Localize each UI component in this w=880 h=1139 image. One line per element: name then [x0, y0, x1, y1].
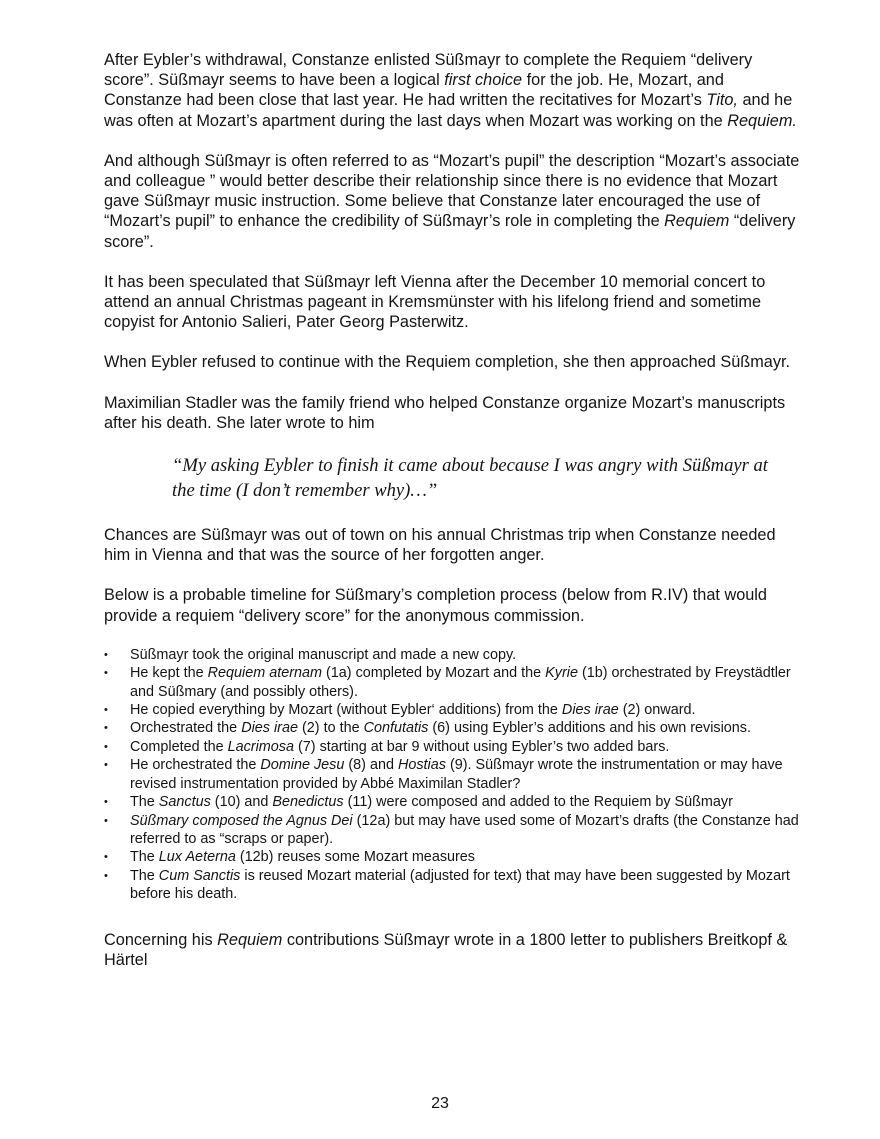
text-run: It has been speculated that Süßmayr left Vienna after the December 10 memorial concert to attend an annual Christmas pageant in Kremsmünster with his lifelong friend and sometime copyist for Antonio Salieri, Pater Georg Pasterwitz. [104, 272, 766, 332]
block-quote: “My asking Eybler to finish it came about because I was angry with Süßmayr at the time (I don’t remember why)…” [172, 455, 768, 502]
paragraph-p4 [104, 352, 804, 372]
italic-text: Benedictus [272, 794, 344, 811]
document-page [104, 50, 804, 990]
text-run: (7) starting at bar 9 without using Eybler’s two added bars. [293, 738, 670, 755]
paragraph-p2 [104, 151, 804, 252]
text-run: and he was often at Mozart’s apartment during the last days when Mozart was working on the [104, 91, 793, 130]
text-run: (2) onward. [618, 702, 696, 719]
text-run: When Eybler refused to continue with the Requiem completion, she then approached Süßmayr. [104, 353, 791, 372]
italic-text: Süßmary composed the Agnus Dei [130, 812, 353, 829]
italic-text: Kyrie [545, 665, 578, 682]
text-run: (9). Süßmayr wrote the instrumentation or may have revised instrumentation provided by Abbé Maximilan Stadler? [130, 757, 783, 792]
list-item [104, 664, 804, 701]
italic-text: Confutatis [363, 720, 429, 737]
text-run: (1a) completed by Mozart and the [322, 665, 546, 682]
italic-text: Dies irae [561, 702, 619, 719]
text-run: Below is a probable timeline for Süßmary’s completion process (below from R.IV) that would provide a requiem “delivery score” for the anonymous commission. [104, 586, 767, 625]
text-run: After Eybler’s withdrawal, Constanze enlisted Süßmayr to complete the Requiem “delivery score”. Süßmayr seems to have been a logical [104, 51, 753, 90]
text-run: He kept the [130, 665, 208, 682]
closing-paragraph [104, 930, 804, 970]
italic-text: Lux Aeterna [158, 849, 236, 866]
list-item [104, 701, 804, 719]
italic-text: Cum Sanctis [158, 867, 241, 884]
text-run: for the job. He, Mozart, and Constanze had been close that last year. He had written the recitatives for Mozart’s [104, 71, 724, 110]
italic-text: Requiem [217, 930, 283, 949]
italic-text: Domine Jesu [260, 757, 345, 774]
list-item [104, 719, 804, 737]
text-run: (12b) reuses some Mozart measures [235, 849, 476, 866]
after-quote-paragraphs [104, 525, 804, 626]
list-item [104, 848, 804, 866]
text-run: The [130, 849, 159, 866]
italic-text: Requiem aternam [207, 665, 322, 682]
list-item [104, 756, 804, 793]
text-run: (1b) orchestrated by Freystädtler and Süßmary (and possibly others). [130, 665, 791, 700]
text-run: “delivery score”. [104, 212, 796, 251]
italic-text: first choice [444, 71, 523, 90]
text-run: Orchestrated the [130, 720, 242, 737]
text-run: The [130, 794, 159, 811]
text-run: He orchestrated the [130, 757, 261, 774]
text-run: Chances are Süßmayr was out of town on his annual Christmas trip when Constanze needed him in Vienna and that was the source of her forgotten anger. [104, 526, 776, 565]
italic-text: Sanctus [158, 794, 211, 811]
text-run: He copied everything by Mozart (without Eybler‘ additions) from the [130, 702, 562, 719]
timeline-bullet-list [104, 646, 804, 904]
italic-text: Requiem [664, 212, 730, 231]
text-run: is reused Mozart material (adjusted for text) that may have been suggested by Mozart before his death. [130, 867, 790, 903]
paragraph-p5 [104, 393, 804, 433]
text-run: The [130, 867, 159, 884]
paragraph-p6 [104, 525, 804, 565]
text-run: (8) and [344, 757, 398, 774]
italic-text: Hostias [397, 757, 446, 774]
paragraph-p7 [104, 585, 804, 625]
text-run: (6) using Eybler’s additions and his own revisions. [428, 720, 751, 737]
text-run: (2) to the [297, 720, 364, 737]
list-item [104, 812, 804, 849]
text-run: contributions Süßmayr wrote in a 1800 letter to publishers Breitkopf & Härtel [104, 930, 788, 969]
list-item [104, 646, 804, 664]
list-item [104, 867, 804, 904]
italic-text: Dies irae [241, 720, 298, 737]
list-item [104, 738, 804, 756]
list-item [104, 793, 804, 811]
text-run: Concerning his [104, 930, 218, 949]
text-run: Süßmayr took the original manuscript and made a new copy. [130, 646, 517, 663]
page-number: 23 [431, 1095, 449, 1112]
italic-text: Requiem. [727, 111, 797, 130]
text-run: Completed the [130, 738, 228, 755]
text-run: (10) and [210, 794, 273, 811]
paragraph-p1 [104, 50, 804, 131]
paragraph-p3 [104, 272, 804, 333]
intro-paragraphs [104, 50, 804, 433]
italic-text: Lacrimosa [227, 738, 294, 755]
text-run: Maximilian Stadler was the family friend who helped Constanze organize Mozart’s manuscripts after his death. She later wrote to him [104, 393, 786, 432]
text-run: (11) were composed and added to the Requiem by Süßmayr [343, 794, 733, 811]
italic-text: Tito, [706, 91, 738, 110]
text-run: And although Süßmayr is often referred to as “Mozart’s pupil” the description “Mozart’s associate and colleague ” would better describe their relationship since there is no evidence that Mozart gave Süßmayr music instruction. Some believe that Constanze later encouraged the use of “Mozart’s pupil” to enhance the credibility of Süßmayr’s role in completing the [104, 151, 800, 231]
text-run: (12a) but may have used some of Mozart’s drafts (the Constanze had referred to as “scraps or paper). [130, 812, 799, 847]
